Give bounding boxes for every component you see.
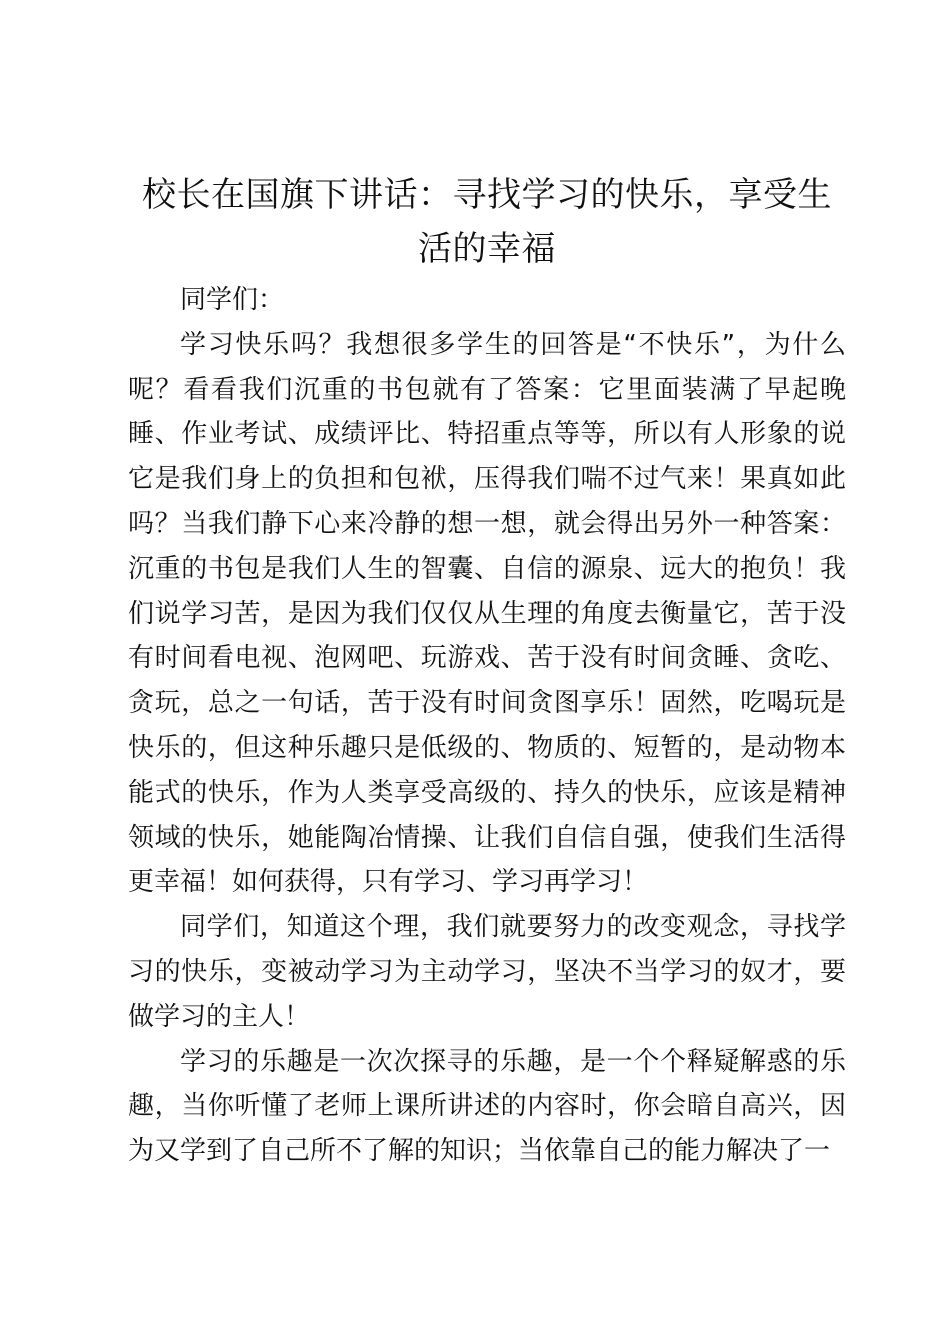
salutation: 同学们： [180, 285, 285, 315]
document-page [128, 168, 846, 1174]
document-body [128, 278, 846, 1174]
paragraph-1: 学习快乐吗？我想很多学生的回答是“不快乐”，为什么呢？看看我们沉重的书包就有了答案：它里面装满了早起晚睡、作业考试、成绩评比、特招重点等等，所以有人形象的说它是我们身上的负担和包袱，压得我们喘不过气来！果真如此吗？当我们静下心来冷静的想一想，就会得出另外一种答案：沉重的书包是我们人生的智囊、自信的源泉、远大的抱负！我们说学习苦，是因为我们仅仅从生理的角度去衡量它，苦于没有时间看电视、泡网吧、玩游戏、苦于没有时间贪睡、贪吃、贪玩，总之一句话，苦于没有时间贪图享乐！固然，吃喝玩是快乐的，但这种乐趣只是低级的、物质的、短暂的，是动物本能式的快乐，作为人类享受高级的、持久的快乐，应该是精神领域的快乐，她能陶冶情操、让我们自信自强，使我们生活得更幸福！如何获得，只有学习、学习再学习！ [128, 329, 846, 898]
document-title: 校长在国旗下讲话：寻找学习的快乐，享受生活的幸福 [142, 175, 832, 269]
paragraph-2: 同学们，知道这个理，我们就要努力的改变观念，寻找学习的快乐，变被动学习为主动学习，坚决不当学习的奴才，要做学习的主人！ [128, 912, 846, 1032]
paragraph-3: 学习的乐趣是一次次探寻的乐趣，是一个个释疑解惑的乐趣，当你听懂了老师上课所讲述的内容时，你会暗自高兴，因为又学到了自己所不了解的知识；当依靠自己的能力解决了一 [128, 1046, 846, 1167]
